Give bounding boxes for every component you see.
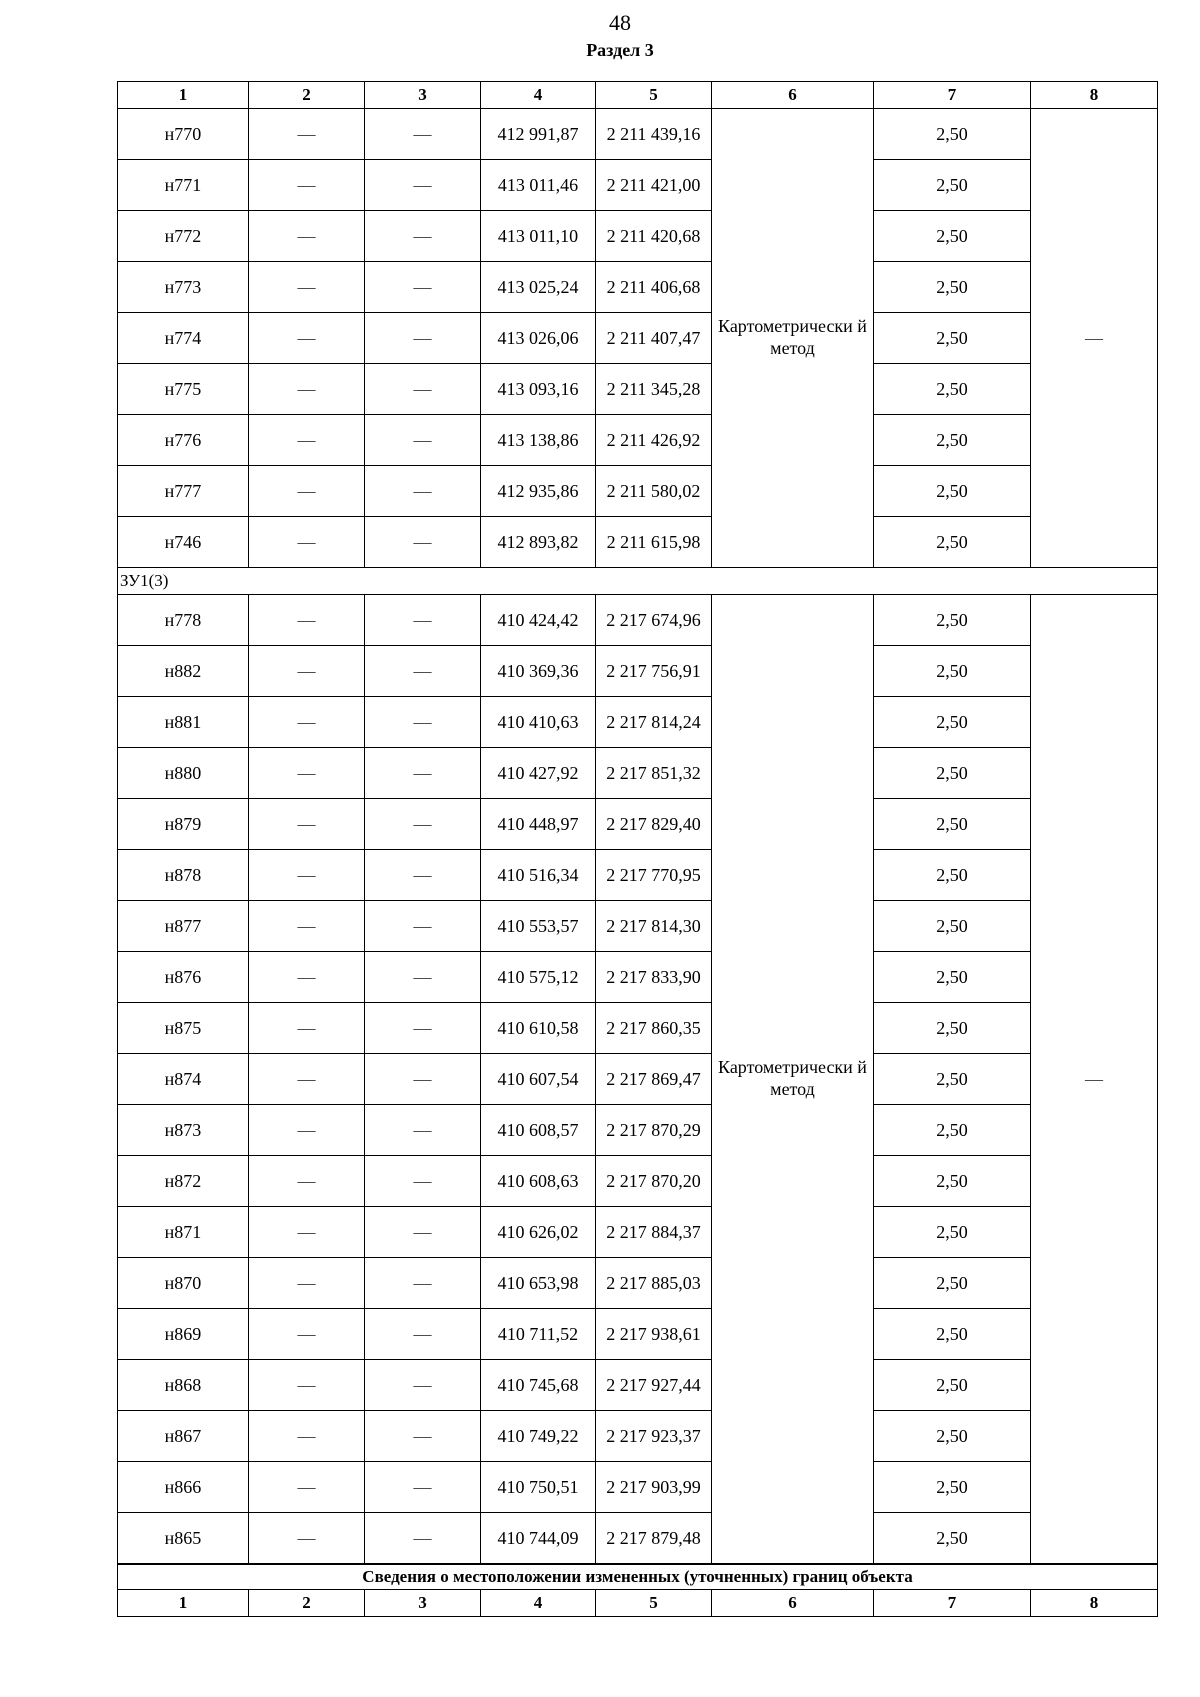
x-coordinate-cell: 413 025,24: [481, 262, 596, 313]
x-coordinate-cell: 410 749,22: [481, 1411, 596, 1462]
column-3-cell: —: [365, 1207, 481, 1258]
column-header-8: 8: [1031, 1590, 1158, 1617]
column-header-4: 4: [481, 1590, 596, 1617]
table-row: [118, 1156, 1158, 1207]
column-header-1: 1: [118, 1590, 249, 1617]
column-3-cell: —: [365, 850, 481, 901]
column-2-cell: —: [249, 1156, 365, 1207]
table-row: [118, 952, 1158, 1003]
table-row: [118, 1054, 1158, 1105]
table-row: [118, 1258, 1158, 1309]
table-row: [118, 1207, 1158, 1258]
y-coordinate-cell: 2 217 884,37: [596, 1207, 712, 1258]
column-3-cell: —: [365, 1003, 481, 1054]
table-row: [118, 595, 1158, 646]
accuracy-cell: 2,50: [874, 160, 1031, 211]
column-2-cell: —: [249, 799, 365, 850]
y-coordinate-cell: 2 217 927,44: [596, 1360, 712, 1411]
x-coordinate-cell: 410 745,68: [481, 1360, 596, 1411]
accuracy-cell: 2,50: [874, 109, 1031, 160]
column-3-cell: —: [365, 1105, 481, 1156]
table-row: [118, 748, 1158, 799]
column-2-cell: —: [249, 1309, 365, 1360]
point-name-cell: н873: [118, 1105, 249, 1156]
y-coordinate-cell: 2 217 851,32: [596, 748, 712, 799]
x-coordinate-cell: 410 575,12: [481, 952, 596, 1003]
point-name-cell: н866: [118, 1462, 249, 1513]
point-name-cell: н879: [118, 799, 249, 850]
y-coordinate-cell: 2 217 860,35: [596, 1003, 712, 1054]
x-coordinate-cell: 410 427,92: [481, 748, 596, 799]
accuracy-cell: 2,50: [874, 1258, 1031, 1309]
y-coordinate-cell: 2 211 580,02: [596, 466, 712, 517]
x-coordinate-cell: 413 011,10: [481, 211, 596, 262]
accuracy-cell: 2,50: [874, 1054, 1031, 1105]
column-8-cell: —: [1031, 109, 1158, 568]
column-2-cell: —: [249, 1360, 365, 1411]
column-3-cell: —: [365, 952, 481, 1003]
column-2-cell: —: [249, 160, 365, 211]
accuracy-cell: 2,50: [874, 850, 1031, 901]
x-coordinate-cell: 412 991,87: [481, 109, 596, 160]
x-coordinate-cell: 410 608,63: [481, 1156, 596, 1207]
accuracy-cell: 2,50: [874, 1105, 1031, 1156]
y-coordinate-cell: 2 217 833,90: [596, 952, 712, 1003]
column-8-cell: —: [1031, 595, 1158, 1565]
y-coordinate-cell: 2 211 439,16: [596, 109, 712, 160]
column-3-cell: —: [365, 1411, 481, 1462]
column-3-cell: —: [365, 364, 481, 415]
table-row: [118, 850, 1158, 901]
x-coordinate-cell: 413 093,16: [481, 364, 596, 415]
column-header-2: 2: [249, 82, 365, 109]
column-3-cell: —: [365, 211, 481, 262]
column-3-cell: —: [365, 1156, 481, 1207]
group-label: ЗУ1(3): [118, 568, 1158, 595]
x-coordinate-cell: 410 607,54: [481, 1054, 596, 1105]
caption-text: Сведения о местоположении измененных (уточненных) границ объекта: [118, 1564, 1158, 1590]
accuracy-cell: 2,50: [874, 466, 1031, 517]
x-coordinate-cell: 410 711,52: [481, 1309, 596, 1360]
y-coordinate-cell: 2 217 756,91: [596, 646, 712, 697]
y-coordinate-cell: 2 217 923,37: [596, 1411, 712, 1462]
point-name-cell: н775: [118, 364, 249, 415]
point-name-cell: н865: [118, 1513, 249, 1565]
column-3-cell: —: [365, 415, 481, 466]
table-row: [118, 1360, 1158, 1411]
y-coordinate-cell: 2 217 870,29: [596, 1105, 712, 1156]
point-name-cell: н776: [118, 415, 249, 466]
point-name-cell: н876: [118, 952, 249, 1003]
point-name-cell: н772: [118, 211, 249, 262]
accuracy-cell: 2,50: [874, 952, 1031, 1003]
column-2-cell: —: [249, 364, 365, 415]
accuracy-cell: 2,50: [874, 595, 1031, 646]
column-2-cell: —: [249, 415, 365, 466]
footer-header-row: [118, 1590, 1158, 1617]
x-coordinate-cell: 410 553,57: [481, 901, 596, 952]
accuracy-cell: 2,50: [874, 646, 1031, 697]
x-coordinate-cell: 413 011,46: [481, 160, 596, 211]
accuracy-cell: 2,50: [874, 1309, 1031, 1360]
point-name-cell: н870: [118, 1258, 249, 1309]
column-header-8: 8: [1031, 82, 1158, 109]
point-name-cell: н774: [118, 313, 249, 364]
column-2-cell: —: [249, 211, 365, 262]
column-2-cell: —: [249, 1105, 365, 1156]
y-coordinate-cell: 2 211 420,68: [596, 211, 712, 262]
point-name-cell: н877: [118, 901, 249, 952]
y-coordinate-cell: 2 217 674,96: [596, 595, 712, 646]
table-row: [118, 1411, 1158, 1462]
column-header-5: 5: [596, 1590, 712, 1617]
column-3-cell: —: [365, 262, 481, 313]
point-name-cell: н773: [118, 262, 249, 313]
table-row: [118, 364, 1158, 415]
x-coordinate-cell: 413 138,86: [481, 415, 596, 466]
x-coordinate-cell: 410 653,98: [481, 1258, 596, 1309]
accuracy-cell: 2,50: [874, 1462, 1031, 1513]
y-coordinate-cell: 2 217 869,47: [596, 1054, 712, 1105]
column-2-cell: —: [249, 1054, 365, 1105]
table-row: [118, 1513, 1158, 1565]
method-cell: Картометрически й метод: [712, 109, 874, 568]
column-3-cell: —: [365, 1462, 481, 1513]
x-coordinate-cell: 410 750,51: [481, 1462, 596, 1513]
point-name-cell: н778: [118, 595, 249, 646]
y-coordinate-cell: 2 211 615,98: [596, 517, 712, 568]
x-coordinate-cell: 410 626,02: [481, 1207, 596, 1258]
table-row: [118, 646, 1158, 697]
table-row: [118, 466, 1158, 517]
column-3-cell: —: [365, 109, 481, 160]
column-2-cell: —: [249, 313, 365, 364]
y-coordinate-cell: 2 217 814,30: [596, 901, 712, 952]
accuracy-cell: 2,50: [874, 364, 1031, 415]
column-3-cell: —: [365, 1309, 481, 1360]
x-coordinate-cell: 413 026,06: [481, 313, 596, 364]
table-row: [118, 1309, 1158, 1360]
point-name-cell: н771: [118, 160, 249, 211]
accuracy-cell: 2,50: [874, 1360, 1031, 1411]
column-3-cell: —: [365, 313, 481, 364]
y-coordinate-cell: 2 211 407,47: [596, 313, 712, 364]
column-2-cell: —: [249, 262, 365, 313]
accuracy-cell: 2,50: [874, 1411, 1031, 1462]
point-name-cell: н871: [118, 1207, 249, 1258]
table-row: [118, 1105, 1158, 1156]
x-coordinate-cell: 410 608,57: [481, 1105, 596, 1156]
point-name-cell: н770: [118, 109, 249, 160]
page-number: 48: [609, 10, 631, 35]
table-row: [118, 160, 1158, 211]
column-2-cell: —: [249, 466, 365, 517]
column-3-cell: —: [365, 595, 481, 646]
accuracy-cell: 2,50: [874, 262, 1031, 313]
y-coordinate-cell: 2 217 870,20: [596, 1156, 712, 1207]
accuracy-cell: 2,50: [874, 313, 1031, 364]
table-header-row: [118, 82, 1158, 109]
y-coordinate-cell: 2 217 770,95: [596, 850, 712, 901]
column-3-cell: —: [365, 901, 481, 952]
y-coordinate-cell: 2 211 345,28: [596, 364, 712, 415]
accuracy-cell: 2,50: [874, 1513, 1031, 1565]
accuracy-cell: 2,50: [874, 799, 1031, 850]
table-row: [118, 415, 1158, 466]
column-2-cell: —: [249, 1513, 365, 1565]
column-2-cell: —: [249, 697, 365, 748]
point-name-cell: н867: [118, 1411, 249, 1462]
y-coordinate-cell: 2 217 879,48: [596, 1513, 712, 1565]
column-3-cell: —: [365, 160, 481, 211]
accuracy-cell: 2,50: [874, 748, 1031, 799]
x-coordinate-cell: 410 744,09: [481, 1513, 596, 1565]
method-cell: Картометрически й метод: [712, 595, 874, 1565]
column-3-cell: —: [365, 748, 481, 799]
column-header-6: 6: [712, 1590, 874, 1617]
caption-row: [118, 1564, 1158, 1590]
column-2-cell: —: [249, 646, 365, 697]
column-header-5: 5: [596, 82, 712, 109]
column-2-cell: —: [249, 1411, 365, 1462]
y-coordinate-cell: 2 211 406,68: [596, 262, 712, 313]
column-3-cell: —: [365, 466, 481, 517]
accuracy-cell: 2,50: [874, 901, 1031, 952]
table-row: [118, 1462, 1158, 1513]
y-coordinate-cell: 2 217 903,99: [596, 1462, 712, 1513]
accuracy-cell: 2,50: [874, 1003, 1031, 1054]
column-2-cell: —: [249, 1462, 365, 1513]
coordinates-table: [117, 81, 1158, 1617]
column-2-cell: —: [249, 1207, 365, 1258]
column-header-3: 3: [365, 1590, 481, 1617]
column-2-cell: —: [249, 595, 365, 646]
column-2-cell: —: [249, 1003, 365, 1054]
y-coordinate-cell: 2 217 885,03: [596, 1258, 712, 1309]
section-title: Раздел 3: [586, 40, 654, 60]
table-body: [118, 82, 1158, 1617]
column-2-cell: —: [249, 748, 365, 799]
y-coordinate-cell: 2 217 814,24: [596, 697, 712, 748]
table-row: [118, 211, 1158, 262]
accuracy-cell: 2,50: [874, 415, 1031, 466]
column-3-cell: —: [365, 1360, 481, 1411]
point-name-cell: н746: [118, 517, 249, 568]
point-name-cell: н880: [118, 748, 249, 799]
point-name-cell: н878: [118, 850, 249, 901]
accuracy-cell: 2,50: [874, 1156, 1031, 1207]
x-coordinate-cell: 410 410,63: [481, 697, 596, 748]
accuracy-cell: 2,50: [874, 517, 1031, 568]
column-2-cell: —: [249, 952, 365, 1003]
column-3-cell: —: [365, 1258, 481, 1309]
accuracy-cell: 2,50: [874, 1207, 1031, 1258]
column-2-cell: —: [249, 109, 365, 160]
point-name-cell: н881: [118, 697, 249, 748]
column-2-cell: —: [249, 901, 365, 952]
x-coordinate-cell: 410 448,97: [481, 799, 596, 850]
table-row: [118, 799, 1158, 850]
table-row: [118, 901, 1158, 952]
column-header-3: 3: [365, 82, 481, 109]
column-2-cell: —: [249, 1258, 365, 1309]
y-coordinate-cell: 2 211 426,92: [596, 415, 712, 466]
table-row: [118, 697, 1158, 748]
point-name-cell: н882: [118, 646, 249, 697]
column-header-7: 7: [874, 82, 1031, 109]
point-name-cell: н777: [118, 466, 249, 517]
x-coordinate-cell: 412 893,82: [481, 517, 596, 568]
table-row: [118, 313, 1158, 364]
y-coordinate-cell: 2 217 829,40: [596, 799, 712, 850]
table-row: [118, 517, 1158, 568]
table-row: [118, 1003, 1158, 1054]
y-coordinate-cell: 2 217 938,61: [596, 1309, 712, 1360]
column-header-6: 6: [712, 82, 874, 109]
column-3-cell: —: [365, 1513, 481, 1565]
column-3-cell: —: [365, 799, 481, 850]
table-row: [118, 262, 1158, 313]
accuracy-cell: 2,50: [874, 211, 1031, 262]
column-header-2: 2: [249, 1590, 365, 1617]
accuracy-cell: 2,50: [874, 697, 1031, 748]
x-coordinate-cell: 412 935,86: [481, 466, 596, 517]
column-3-cell: —: [365, 646, 481, 697]
column-2-cell: —: [249, 850, 365, 901]
x-coordinate-cell: 410 516,34: [481, 850, 596, 901]
point-name-cell: н874: [118, 1054, 249, 1105]
x-coordinate-cell: 410 424,42: [481, 595, 596, 646]
point-name-cell: н872: [118, 1156, 249, 1207]
column-3-cell: —: [365, 697, 481, 748]
point-name-cell: н868: [118, 1360, 249, 1411]
y-coordinate-cell: 2 211 421,00: [596, 160, 712, 211]
column-2-cell: —: [249, 517, 365, 568]
point-name-cell: н875: [118, 1003, 249, 1054]
column-3-cell: —: [365, 517, 481, 568]
table-row: [118, 109, 1158, 160]
column-header-1: 1: [118, 82, 249, 109]
column-header-4: 4: [481, 82, 596, 109]
column-3-cell: —: [365, 1054, 481, 1105]
group-row: [118, 568, 1158, 595]
x-coordinate-cell: 410 610,58: [481, 1003, 596, 1054]
point-name-cell: н869: [118, 1309, 249, 1360]
column-header-7: 7: [874, 1590, 1031, 1617]
x-coordinate-cell: 410 369,36: [481, 646, 596, 697]
